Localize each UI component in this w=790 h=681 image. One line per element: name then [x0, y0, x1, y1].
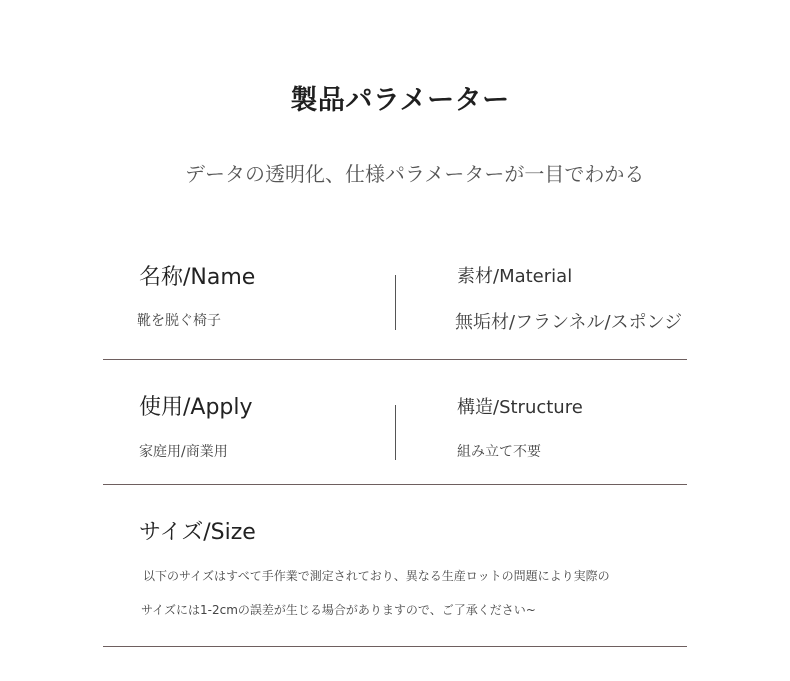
use-label: 使用/Apply	[139, 395, 253, 420]
use-value: 家庭用/商業用	[139, 444, 228, 460]
material-value: 無垢材/フランネル/スポンジ	[455, 312, 683, 333]
name-value: 靴を脱ぐ椅子	[137, 313, 221, 329]
page-title: 製品パラメーター	[290, 85, 510, 116]
column-divider	[395, 405, 396, 460]
size-note-line2: サイズには1-2cmの誤差が生じる場合がありますので、ご了承ください~	[141, 603, 536, 617]
structure-label: 構造/Structure	[457, 397, 583, 418]
material-label: 素材/Material	[457, 266, 573, 287]
row-divider	[103, 359, 687, 360]
row-divider	[103, 484, 687, 485]
size-label: サイズ/Size	[139, 520, 256, 545]
page-subtitle: データの透明化、仕様パラメーターが一目でわかる	[185, 162, 645, 186]
size-note-line1: 以下のサイズはすべて手作業で測定されており、異なる生産ロットの問題により実際の	[143, 569, 610, 583]
column-divider	[395, 275, 396, 330]
structure-value: 組み立て不要	[457, 444, 541, 460]
row-divider	[103, 646, 687, 647]
name-label: 名称/Name	[139, 265, 256, 290]
